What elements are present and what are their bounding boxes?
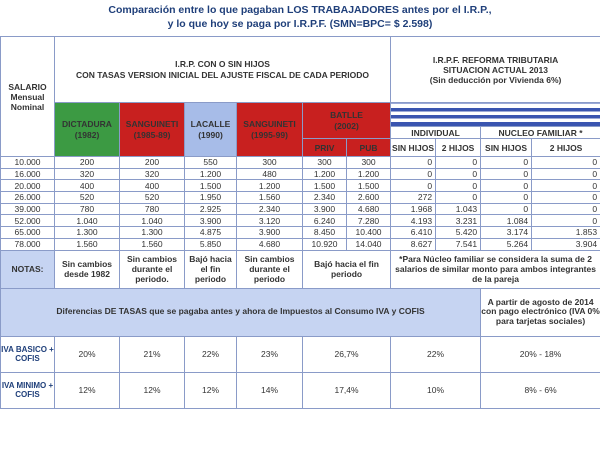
cell-nuc-sin-hijos: 3.174 [481, 227, 532, 239]
cell-lacalle: 3.900 [185, 215, 237, 227]
cell-dictadura: 520 [55, 192, 120, 204]
cell-batlle-priv: 8.450 [303, 227, 347, 239]
nota-irpf: *Para Núcleo familiar se considera la suma de 2 salarios de similar monto para ambos integrantes de la pareja [391, 250, 600, 288]
iva-basico-value: 26,7% [303, 336, 391, 372]
iva-basico-label: IVA BASICO + COFIS [1, 336, 55, 372]
cell-batlle-priv: 2.340 [303, 192, 347, 204]
iva-minimo-value: 12% [185, 372, 237, 408]
iva-minimo-label: IVA MINIMO + COFIS [1, 372, 55, 408]
ind-2-hijos-header: 2 HIJOS [436, 139, 481, 157]
cell-nuc-2-hijos: 0 [532, 192, 600, 204]
uruguay-flag [391, 103, 600, 127]
cell-salario: 10.000 [1, 157, 55, 169]
ind-sin-hijos-header: SIN HIJOS [391, 139, 436, 157]
cell-dictadura: 1.560 [55, 238, 120, 250]
table-row [1, 203, 600, 215]
iva-basico-value: 20% [55, 336, 120, 372]
cell-ind-2-hijos: 0 [436, 168, 481, 180]
cell-sanguineti-2: 480 [237, 168, 303, 180]
page-title [0, 0, 600, 36]
dictadura-label: DICTADURA [62, 118, 112, 129]
nuc-sin-hijos-header: SIN HIJOS [481, 139, 532, 157]
cell-dictadura: 780 [55, 203, 120, 215]
cell-ind-2-hijos: 0 [436, 157, 481, 169]
cell-sanguineti-1: 1.300 [120, 227, 185, 239]
table-row [1, 157, 600, 169]
cell-ind-2-hijos: 3.231 [436, 215, 481, 227]
cell-ind-2-hijos: 5.420 [436, 227, 481, 239]
cell-dictadura: 1.300 [55, 227, 120, 239]
table-row [1, 238, 600, 250]
cell-nuc-sin-hijos: 0 [481, 192, 532, 204]
cell-nuc-sin-hijos: 0 [481, 203, 532, 215]
cell-salario: 39.000 [1, 203, 55, 215]
cell-sanguineti-2: 1.560 [237, 192, 303, 204]
cell-nuc-2-hijos: 1.853 [532, 227, 600, 239]
cell-sanguineti-1: 520 [120, 192, 185, 204]
dictadura-header [55, 103, 120, 157]
sanguineti-2-year: (1995-99) [251, 129, 288, 140]
batlle-year: (2002) [334, 120, 359, 131]
salario-header: SALARIO Mensual Nominal [1, 37, 55, 157]
cell-nuc-sin-hijos: 0 [481, 157, 532, 169]
irpf-header-line2: SITUACION ACTUAL 2013 [443, 64, 548, 75]
nota-lacalle: Bajó hacia el fin periodo [185, 250, 237, 288]
cell-batlle-priv: 10.920 [303, 238, 347, 250]
table-row [1, 227, 600, 239]
table-row [1, 215, 600, 227]
notas-label: NOTAS: [1, 250, 55, 288]
iva-basico-value: 22% [185, 336, 237, 372]
sanguineti-1-year: (1985-89) [133, 129, 171, 140]
cell-ind-2-hijos: 0 [436, 192, 481, 204]
title-line-1: Comparación entre lo que pagaban LOS TRABAJADORES antes por el I.R.P., [108, 4, 492, 16]
cell-nuc-2-hijos: 0 [532, 203, 600, 215]
cell-batlle-pub: 4.680 [347, 203, 391, 215]
table-row [1, 180, 600, 192]
sanguineti-2-header [237, 103, 303, 157]
cell-batlle-priv: 1.500 [303, 180, 347, 192]
cell-sanguineti-1: 1.040 [120, 215, 185, 227]
nota-sanguineti-1: Sin cambios durante el periodo. [120, 250, 185, 288]
cell-ind-sin-hijos: 0 [391, 168, 436, 180]
cell-ind-sin-hijos: 0 [391, 157, 436, 169]
cell-salario: 20.000 [1, 180, 55, 192]
cell-sanguineti-1: 400 [120, 180, 185, 192]
cell-nuc-2-hijos: 0 [532, 157, 600, 169]
nota-batlle: Bajó hacia el fin periodo [303, 250, 391, 288]
cell-sanguineti-1: 1.560 [120, 238, 185, 250]
cell-batlle-pub: 1.500 [347, 180, 391, 192]
diferencias-text: Diferencias DE TASAS que se pagaba antes y ahora de Impuestos al Consumo IVA y COFIS [1, 288, 481, 336]
iva-minimo-value: 8% - 6% [481, 372, 600, 408]
cell-lacalle: 1.950 [185, 192, 237, 204]
cell-salario: 16.000 [1, 168, 55, 180]
cell-nuc-2-hijos: 3.904 [532, 238, 600, 250]
cell-salario: 26.000 [1, 192, 55, 204]
iva-basico-value: 23% [237, 336, 303, 372]
irpf-header-line1: I.R.P.F. REFORMA TRIBUTARIA [432, 54, 559, 65]
nota-dictadura: Sin cambios desde 1982 [55, 250, 120, 288]
lacalle-header [185, 103, 237, 157]
irpf-header-line3: (Sin deducción por Vivienda 6%) [429, 74, 562, 85]
cell-lacalle: 550 [185, 157, 237, 169]
iva-basico-value: 22% [391, 336, 481, 372]
cell-batlle-pub: 7.280 [347, 215, 391, 227]
cell-sanguineti-2: 3.120 [237, 215, 303, 227]
batlle-label: BATLLE [330, 109, 363, 120]
lacalle-year: (1990) [198, 129, 223, 140]
cell-sanguineti-2: 1.200 [237, 180, 303, 192]
irp-header-line2: CON TASAS VERSION INICIAL DEL AJUSTE FISCAL DE CADA PERIODO [76, 69, 370, 80]
irp-header-line1: I.R.P. CON O SIN HIJOS [175, 58, 270, 69]
sanguineti-1-label: SANGUINETI [125, 118, 179, 129]
cell-nuc-sin-hijos: 0 [481, 180, 532, 192]
lacalle-label: LACALLE [190, 118, 231, 129]
cell-sanguineti-2: 300 [237, 157, 303, 169]
cell-salario: 52.000 [1, 215, 55, 227]
table-row [1, 192, 600, 204]
cell-nuc-sin-hijos: 0 [481, 168, 532, 180]
cell-dictadura: 200 [55, 157, 120, 169]
iva-minimo-value: 12% [55, 372, 120, 408]
iva-minimo-value: 17,4% [303, 372, 391, 408]
pub-header: PUB [347, 139, 391, 157]
cell-batlle-pub: 10.400 [347, 227, 391, 239]
cell-sanguineti-2: 3.900 [237, 227, 303, 239]
cell-batlle-priv: 3.900 [303, 203, 347, 215]
comparison-table [0, 36, 600, 409]
iva-minimo-value: 12% [120, 372, 185, 408]
cell-salario: 78.000 [1, 238, 55, 250]
cell-ind-2-hijos: 7.541 [436, 238, 481, 250]
table-row [1, 168, 600, 180]
cell-sanguineti-2: 4.680 [237, 238, 303, 250]
nuc-2-hijos-header: 2 HIJOS [532, 139, 600, 157]
cell-dictadura: 400 [55, 180, 120, 192]
cell-batlle-pub: 2.600 [347, 192, 391, 204]
cell-lacalle: 2.925 [185, 203, 237, 215]
nota-sanguineti-2: Sin cambios durante el periodo [237, 250, 303, 288]
cell-ind-sin-hijos: 4.193 [391, 215, 436, 227]
cell-sanguineti-1: 780 [120, 203, 185, 215]
cell-ind-sin-hijos: 272 [391, 192, 436, 204]
batlle-header [303, 103, 391, 139]
cell-nuc-2-hijos: 0 [532, 180, 600, 192]
irpf-header [391, 37, 600, 103]
cell-dictadura: 1.040 [55, 215, 120, 227]
irp-header [55, 37, 391, 103]
cell-batlle-priv: 1.200 [303, 168, 347, 180]
cell-ind-sin-hijos: 8.627 [391, 238, 436, 250]
cell-ind-2-hijos: 0 [436, 180, 481, 192]
iva-basico-value: 20% - 18% [481, 336, 600, 372]
cell-lacalle: 5.850 [185, 238, 237, 250]
sanguineti-1-header [120, 103, 185, 157]
cell-sanguineti-2: 2.340 [237, 203, 303, 215]
cell-salario: 65.000 [1, 227, 55, 239]
cell-sanguineti-1: 200 [120, 157, 185, 169]
iva-minimo-value: 14% [237, 372, 303, 408]
priv-header: PRIV [303, 139, 347, 157]
individual-header: INDIVIDUAL [391, 127, 481, 139]
cell-ind-sin-hijos: 6.410 [391, 227, 436, 239]
cell-lacalle: 4.875 [185, 227, 237, 239]
sanguineti-2-label: SANGUINETI [243, 118, 296, 129]
iva-basico-value: 21% [120, 336, 185, 372]
title-line-2: y lo que hoy se paga por I.R.P.F. (SMN=BPC= $ 2.598) [167, 18, 433, 30]
cell-lacalle: 1.200 [185, 168, 237, 180]
cell-nuc-sin-hijos: 1.084 [481, 215, 532, 227]
cell-nuc-2-hijos: 0 [532, 215, 600, 227]
cell-lacalle: 1.500 [185, 180, 237, 192]
nucleo-header: NUCLEO FAMILIAR * [481, 127, 600, 139]
cell-dictadura: 320 [55, 168, 120, 180]
cell-ind-2-hijos: 1.043 [436, 203, 481, 215]
iva-minimo-value: 10% [391, 372, 481, 408]
cell-batlle-priv: 300 [303, 157, 347, 169]
cell-batlle-pub: 1.200 [347, 168, 391, 180]
cell-sanguineti-1: 320 [120, 168, 185, 180]
cell-batlle-pub: 14.040 [347, 238, 391, 250]
cell-ind-sin-hijos: 1.968 [391, 203, 436, 215]
cell-ind-sin-hijos: 0 [391, 180, 436, 192]
cell-nuc-2-hijos: 0 [532, 168, 600, 180]
diferencias-note: A partir de agosto de 2014 con pago electrónico (IVA 0% para tarjetas sociales) [481, 288, 600, 336]
cell-batlle-pub: 300 [347, 157, 391, 169]
cell-batlle-priv: 6.240 [303, 215, 347, 227]
dictadura-year: (1982) [74, 129, 100, 140]
cell-nuc-sin-hijos: 5.264 [481, 238, 532, 250]
